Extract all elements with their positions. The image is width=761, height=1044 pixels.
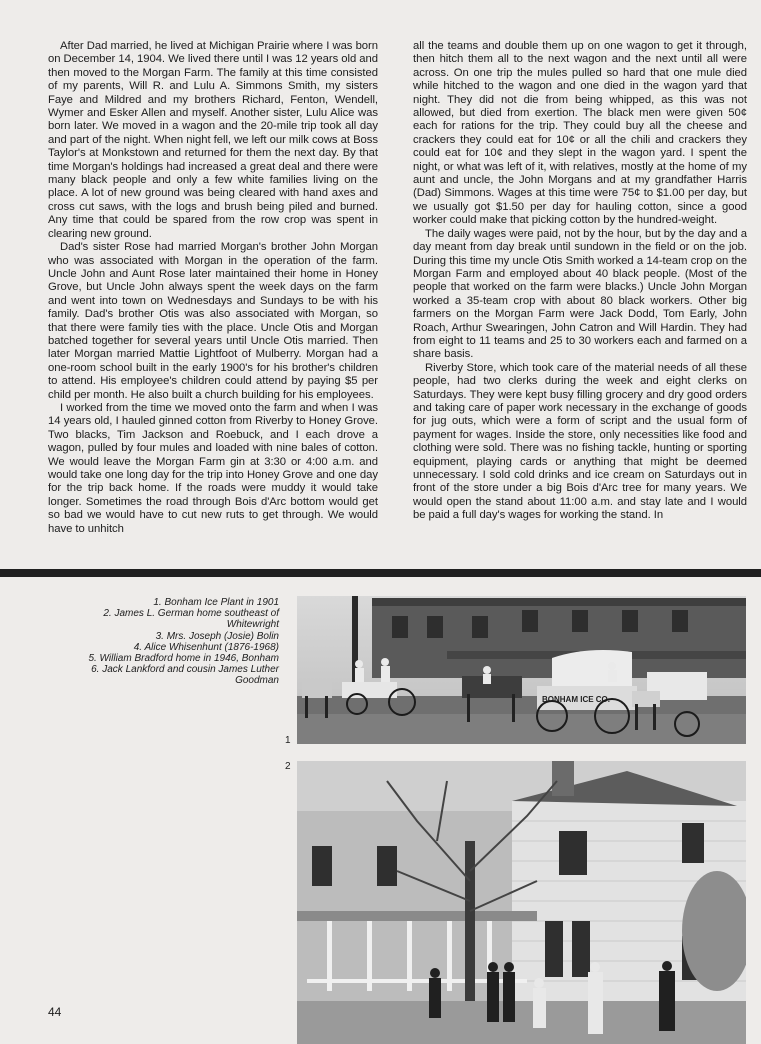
article-paragraph: After Dad married, he lived at Michigan Prairie where I was born on December 14, 1904. We lived there until I was 12 years old and then moved to the Morgan Farm. The family at this time consisted of my parents, Will R. and Lulu A. Simmons Smith, my sisters Faye and Mildred and my brothers Richard, Fenton, Wendell, Wymer and Esker Allen and myself. Another sister, Lulu Alice was born later. We moved in a wagon and the 20-mile trip took all day and part of the night. When night fell, we left our milk cows at Boss Taylor's at Monkstown and returned for them the next day. By that time Morgan's holdings had increased a great deal and there were many black people and only a few white families living on the place. A lot of new ground was being cleared with hand axes and cross cut saws, with the logs and brush being piled and burned. Any time that could be spared from the row crop was spent in clearing new ground.: [48, 40, 378, 240]
article-paragraph: The daily wages were paid, not by the hour, but by the day and a day meant from day break until sundown in the field or on the job. During this time my uncle Otis Smith worked a 14-team crop on the Morgan Farm and employed about 40 black people. (Most of the people that worked on the farm were blacks.) Uncle John Morgan worked a 35-team crop with about 80 black workers. Other big farmers on the Morgan Farm were Jack Dodd, Tom Early, John Roach, Arthur Swearingen, John Catron and Will Hardin. They had from eight to 11 teams and 25 to 30 workers each and farmed on a share basis.: [413, 227, 747, 361]
ice-plant-illustration: [297, 596, 746, 744]
sign-text: BONHAM ICE CO.: [542, 695, 610, 704]
ice-plant-photo: [297, 596, 746, 744]
german-home-photo: [297, 761, 746, 1044]
article-column-right: [413, 40, 747, 523]
caption: 3. Mrs. Joseph (Josie) Bolin: [155, 630, 279, 642]
article-column-left: [48, 40, 378, 536]
section-divider: [0, 569, 761, 577]
article-paragraph: Riverby Store, which took care of the material needs of all these people, had two clerks during the week and eight clerks on Saturdays. They were kept busy filling grocery and dry good orders and taking care of paper work necessary in the exchange of goods for jug outs, which were a form of script and the usual form of payment for wages. Inside the store, only necessities like food and clothing were sold. There was no fishing tackle, hunting or sporting equipment, playing cards or anything that might be deemed unnecessary. I sold cold drinks and ice cream on Saturdays out in front of the store under a big Bois d'Arc tree for many years. We would open the stand about 11:00 a.m. and stay late and I would be paid a full day's wages for working the stand. In: [413, 361, 747, 522]
caption: 6. Jack Lankford and cousin James Luther Goodman: [91, 664, 279, 687]
caption: 1. Bonham Ice Plant in 1901: [153, 597, 279, 608]
article-paragraph: Dad's sister Rose had married Morgan's brother John Morgan who was associated with Morgan in the operation of the farm. Uncle John and Aunt Rose later maintained their home in Honey Grove, but Uncle John always spent the week days on the farm and went into town on Wednesdays and Sundays to be with his family. Dad's brother Otis was also associated with Morgan, so that there were family ties with the place. Uncle Otis and Morgan batched together for several years until Uncle Otis married. Then later Morgan married Mattie Lightfoot of Mulberry. Morgan had a one-room school built in the early 1900's for his brother's children to attend. His employee's children could attend by paying $5 per child per month. He also built a church building for his employees.: [48, 241, 378, 401]
article-paragraph: all the teams and double them up on one wagon to get it through, then hitch them all to the next wagon and the next until all were across. On one trip the mules pulled so hard that one mule died while hitched to the wagon and one died in the wagon yard that night. They did not die from being whipped, as this was not allowed, but died from exertion. The black men were given 50¢ each for rations for the trip. They could buy all the cheese and crackers they could eat for 10¢ or all the chili and crackers they could eat for 10¢ and they slept in the wagon yard. I spent the night, or what was left of it, with relatives, mostly at the home of my aunt and uncle, the John Morgans and at my grandfather Harris (Dad) Simmons. Wages at this time were 75¢ to $1.00 per day, but we usually got $1.50 per day for hauling cotton, since a good worker could make that picking cotton by the hundred-weight.: [413, 40, 747, 227]
photo-number: 2: [285, 761, 291, 772]
page-number: 44: [48, 1005, 62, 1019]
caption: 5. William Bradford home in 1946, Bonham: [88, 653, 279, 665]
caption: 2. James L. German home southeast of Whitewright: [103, 608, 279, 631]
photo-captions: [79, 597, 279, 687]
german-home-illustration: [297, 761, 746, 1044]
article-paragraph: I worked from the time we moved onto the farm and when I was 14 years old, I hauled ginned cotton from Riverby to Honey Grove. Two blacks, Tim Jackson and Roebuck, and I each drove a wagon, pulled by four mules and loaded with nine bales of cotton. We would leave the Morgan Farm gin at 3:30 or 4:00 a.m. and would take one long day for the trip into Honey Grove and one day for the trip back home. If the roads were muddy it would take longer. Sometimes the road through Bois d'Arc bottom would get so bad we would have to cut new ruts to get through. We would have to unhitch: [48, 401, 378, 535]
caption: 4. Alice Whisenhunt (1876-1968): [133, 641, 279, 653]
photo-number: 1: [285, 735, 291, 746]
